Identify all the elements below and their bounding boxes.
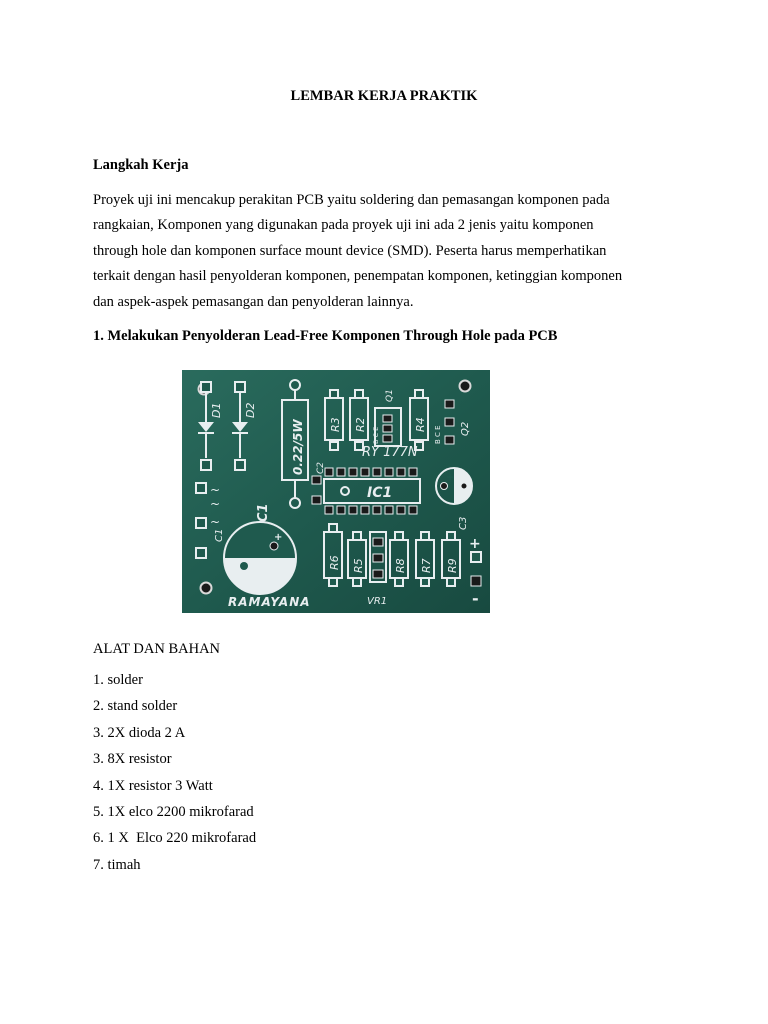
- label-r3: R3: [329, 417, 342, 432]
- intro-line: Proyek uji ini mencakup perakitan PCB yaitu soldering dan pemasangan komponen pada: [93, 192, 610, 208]
- materials-heading: ALAT DAN BAHAN: [93, 641, 221, 657]
- label-c1-small: C1: [214, 528, 225, 542]
- label-r2: R2: [354, 417, 367, 432]
- intro-line: through hole dan komponen surface mount device (SMD). Peserta harus memperhatikan: [93, 242, 607, 259]
- label-output-minus: -: [472, 589, 479, 608]
- label-output-plus: +: [469, 536, 481, 552]
- label-r7: R7: [420, 558, 433, 573]
- label-ac-tilde: ~: [210, 483, 221, 497]
- intro-line: rangkaian, Komponen yang digunakan pada proyek uji ini ada 2 jenis yaitu komponen: [93, 217, 594, 234]
- label-c2: C2: [316, 461, 326, 474]
- label-q1-pins: B C E: [372, 426, 380, 444]
- label-q2-pins: B C E: [434, 425, 442, 444]
- capacitor-c1-icon: [224, 522, 296, 594]
- list-item: 3. 2X dioda 2 A: [93, 724, 186, 741]
- label-ac-tilde: ~: [210, 497, 221, 511]
- list-item: 1. solder: [93, 672, 143, 688]
- list-item: 6. 1 X Elco 220 mikrofarad: [93, 830, 257, 847]
- label-ry: RY 177N: [362, 445, 418, 460]
- label-q1: Q1: [385, 389, 395, 402]
- label-c3-plus: +: [446, 472, 455, 483]
- pcb-image: [182, 370, 490, 613]
- intro-line: dan aspek-aspek pemasangan dan penyolderan lainnya.: [93, 293, 414, 310]
- label-d1: D1: [210, 402, 223, 418]
- label-c1-plus: +: [274, 532, 283, 543]
- list-item: 7. timah: [93, 856, 141, 873]
- page-title: LEMBAR KERJA PRAKTIK: [290, 88, 478, 104]
- label-r6: R6: [328, 555, 341, 570]
- mounting-hole-icon: [201, 583, 212, 594]
- label-r4: R4: [414, 417, 427, 432]
- materials-list: [93, 667, 256, 878]
- label-d2: D2: [244, 402, 257, 418]
- label-vr1: VR1: [367, 596, 388, 607]
- label-r8: R8: [394, 558, 407, 573]
- list-item: 2. stand solder: [93, 698, 178, 715]
- intro-line: terkait dengan hasil penyolderan komponen, penempatan komponen, ketinggian komponen: [93, 268, 623, 285]
- section-heading-langkah-kerja: Langkah Kerja: [93, 157, 189, 173]
- label-r9: R9: [446, 558, 459, 573]
- list-item: 4. 1X resistor 3 Watt: [93, 777, 213, 794]
- label-ic1: IC1: [367, 485, 393, 501]
- label-r5: R5: [352, 558, 365, 573]
- step-1-heading: 1. Melakukan Penyolderan Lead-Free Komponen Through Hole pada PCB: [93, 328, 558, 344]
- label-ac-tilde: ~: [210, 515, 221, 529]
- label-power-resistor: 0.22/5W: [291, 419, 305, 475]
- intro-paragraph: [93, 188, 673, 315]
- label-q2: Q2: [460, 421, 471, 436]
- label-brand: RAMAYANA: [228, 595, 311, 609]
- transistor-q2-icon: [445, 400, 454, 444]
- list-item: 3. 8X resistor: [93, 751, 172, 768]
- label-c1: C1: [256, 503, 271, 522]
- mounting-hole-icon: [460, 381, 471, 392]
- label-c3: C3: [458, 516, 469, 530]
- list-item: 5. 1X elco 2200 mikrofarad: [93, 804, 254, 821]
